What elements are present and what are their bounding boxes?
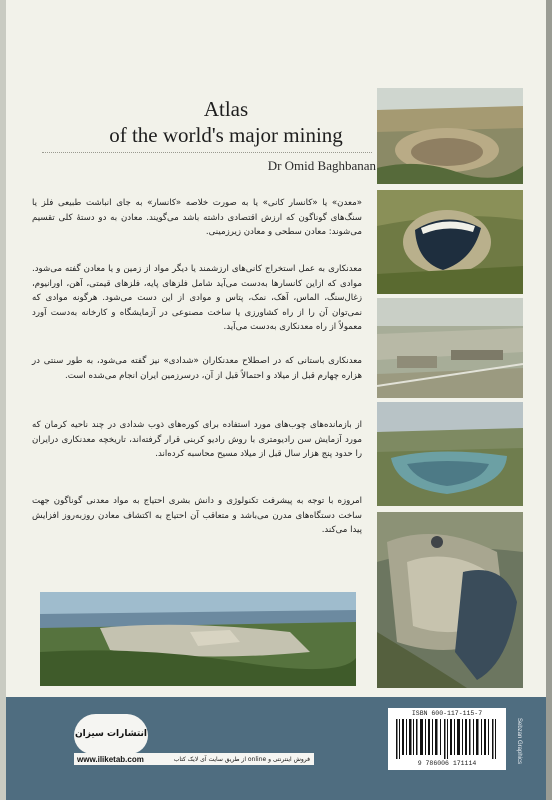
title-line-1: Atlas [203,97,249,121]
paragraph-2-text: معدنکاری به عمل استخراج کانی‌های ارزشمند یا دیگر مواد از زمین و یا معادن گفته می‌شود. موادی که ازاین کانسارها به‌دست می‌آید شامل فلزهای پایه، فلزهای قیمتی، آهن، اورانیوم، زغال‌سنگ، الماس، آهک، نمک، پتاس و موادی از این دست می‌شود. هرگونه موادی که نمی‌توان آن را از راه کشاورزی یا ساخت مصنوعی در آزمایشگاه و کارخانه به‌دست آورد معمولاً از راه معدنکاری به‌دست می‌آید. [32,264,362,333]
paragraph-5 [32,494,362,538]
open-pit-mine-photo-2 [377,190,523,294]
title-line-2: of the world's major mining [109,123,343,147]
aerial-mine-photo [377,512,523,688]
paragraph-2 [32,262,362,335]
publisher-url-strip [74,753,314,765]
paragraph-3 [32,354,362,383]
industrial-mine-site-photo [377,298,523,398]
cover-right-edge [546,0,552,800]
barcode-bars [396,719,498,759]
book-back-cover [6,0,548,800]
paragraph-1 [32,196,362,240]
publisher-url[interactable]: www.iliketab.com [77,754,144,764]
title-divider [42,152,372,153]
publisher-logo [74,714,148,754]
barcode-digits: 9 786006 171114 [417,760,477,767]
tailings-pond-photo [377,402,523,506]
isbn-barcode [388,708,506,770]
printer-credit: Sebzan Graphics [516,717,522,765]
isbn-number: ISBN 600-117-115-7 [411,710,483,717]
publisher-name: انتشارات سیزان [74,729,147,739]
open-pit-mine-photo-1 [377,88,523,184]
paragraph-4 [32,418,362,462]
author-name: Dr Omid Baghbanan [267,158,376,173]
paragraph-1-text: «معدن» یا «کانسار کانی» یا به صورت خلاصه «کانسار» به جای انباشت طبیعی فلز یا سنگ‌های گوناگون که ارزش اقتصادی داشته باشد می‌گویند. معادن به دو دستهٔ کلی تقسیم می‌شوند: معادن سطحی و معادن زیرزمینی. [32,198,362,238]
coastal-mining-town-photo [40,592,356,686]
paragraph-5-text: امروزه با توجه به پیشرفت تکنولوژی و دانش بشری احتیاج به مواد معدنی گوناگون جهت ساخت دستگاه‌های مدرن می‌باشد و متعاقب آن احتیاج به اکتشاف معادن روزبه‌روز افزایش پیدا می‌کند. [32,496,362,536]
paragraph-4-text: از بازمانده‌های چوب‌های مورد استفاده برای کوره‌های ذوب شدادی در چند ناحیه کرمان که مورد آزمایش سن رادیومتری با روش رادیو کربنی قرار گرفته‌اند، تاریخچه معدنکاری درایران را حدود پنج هزار سال قبل از میلاد مسیح محاسبه کرده‌اند. [32,420,362,460]
paragraph-3-text: معدنکاری باستانی که در اصطلاح معدنکاران «شدادی» نیز گفته می‌شود، به طور سنتی در هزاره چهارم قبل از میلاد و احتمالاً قبل از آن، درسرزمین ایران انجام می‌شده است. [32,356,362,381]
online-sales-note: فروش اینترنتی و online از طریق سایت آی لایک کتاب [173,755,310,763]
